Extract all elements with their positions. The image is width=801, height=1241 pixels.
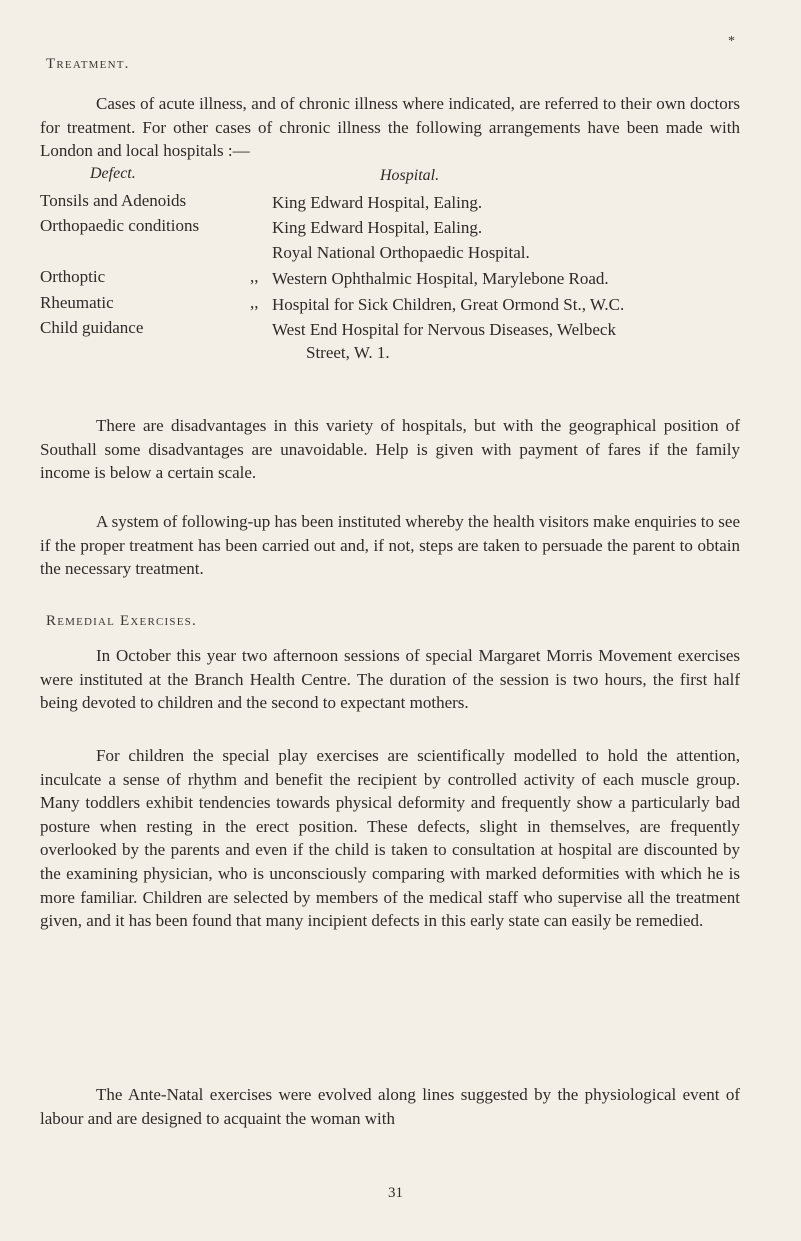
disadvantages-paragraph <box>40 414 740 485</box>
defect-cell: Orthopaedic conditions <box>40 216 200 235</box>
ante-natal-text: The Ante-Natal exercises were evolved along lines suggested by the physiological event of labour and are designed to acquaint the woman with <box>40 1085 740 1128</box>
remedial-intro-text: In October this year two afternoon sessions of special Margaret Morris Movement exercises were instituted at the Branch Health Centre. The duration of the session is two hours, the first half being devoted to children and the second to expectant mothers. <box>40 646 740 713</box>
hospital-name: Hospital for Sick Children, Great Ormond St., W.C. <box>272 295 625 314</box>
treatment-intro-text: Cases of acute illness, and of chronic illness where indicated, are referred to their own doctors for treatment. For other cases of chronic illness the following arrangements have been made with London and local hospitals :— <box>40 94 740 161</box>
ditto-mark: ,, <box>250 293 259 312</box>
table-row <box>40 216 760 240</box>
treatment-intro-paragraph <box>40 92 740 163</box>
hospital-column-header: Hospital. <box>380 167 440 184</box>
ditto-mark: ,, <box>250 267 259 286</box>
hospital-cell <box>272 267 752 290</box>
follow-up-paragraph <box>40 510 740 581</box>
table-row <box>40 318 760 366</box>
hospital-cell <box>272 191 752 214</box>
hospital-name: King Edward Hospital, Ealing. <box>272 193 483 212</box>
hospital-name: Royal National Orthopaedic Hospital. <box>272 243 530 262</box>
table-row <box>40 267 760 291</box>
defect-cell: Tonsils and Adenoids <box>40 191 187 210</box>
table-row <box>40 293 760 317</box>
defect-column-header: Defect. <box>90 165 136 182</box>
hospital-name-continuation: Street, W. 1. <box>306 343 390 362</box>
hospital-cell <box>272 241 752 264</box>
remedial-exercises-heading: Remedial Exercises. <box>46 613 197 629</box>
disadvantages-text: There are disadvantages in this variety of hospitals, but with the geographical position of Southall some disadvantages are unavoidable. Help is given with payment of fares if the family income is below a certain scale. <box>40 416 740 483</box>
hospital-cell <box>272 293 752 316</box>
hospital-name: King Edward Hospital, Ealing. <box>272 218 483 237</box>
corner-mark: * <box>728 34 735 49</box>
hospital-cell <box>272 318 752 364</box>
children-exercises-text: For children the special play exercises are scientifically modelled to hold the attention, inculcate a sense of rhythm and benefit the recipient by controlled activity of each muscle group. Many toddlers exhibit tendencies towards physical deformity and frequently show a particularly bad posture when resting in the erect position. These defects, slight in themselves, are frequently overlooked by the parents and even if the child is taken to consultation at hospital are discounted by the examining physician, who is unconsciously comparing with marked deformities with which he is more familiar. Children are selected by members of the medical staff who supervise all the treatment given, and it has been found that many incipient defects in this early state can easily be remedied. <box>40 746 740 931</box>
defect-cell: Orthoptic <box>40 267 106 286</box>
defect-cell: Rheumatic <box>40 293 114 312</box>
treatment-heading: Treatment. <box>46 56 130 72</box>
ante-natal-paragraph <box>40 1083 740 1130</box>
follow-up-text: A system of following-up has been instituted whereby the health visitors make enquiries to see if the proper treatment has been carried out and, if not, steps are taken to persuade the parent to obtain the necessary treatment. <box>40 512 740 579</box>
defect-cell: Child guidance <box>40 318 144 337</box>
page-number: 31 <box>388 1185 403 1201</box>
hospital-name: West End Hospital for Nervous Diseases, Welbeck <box>272 320 616 339</box>
hospital-cell <box>272 216 752 239</box>
remedial-intro-paragraph <box>40 644 740 715</box>
children-exercises-paragraph <box>40 744 740 933</box>
table-row <box>40 241 760 265</box>
table-row <box>40 191 760 215</box>
hospital-name: Western Ophthalmic Hospital, Marylebone Road. <box>272 269 609 288</box>
